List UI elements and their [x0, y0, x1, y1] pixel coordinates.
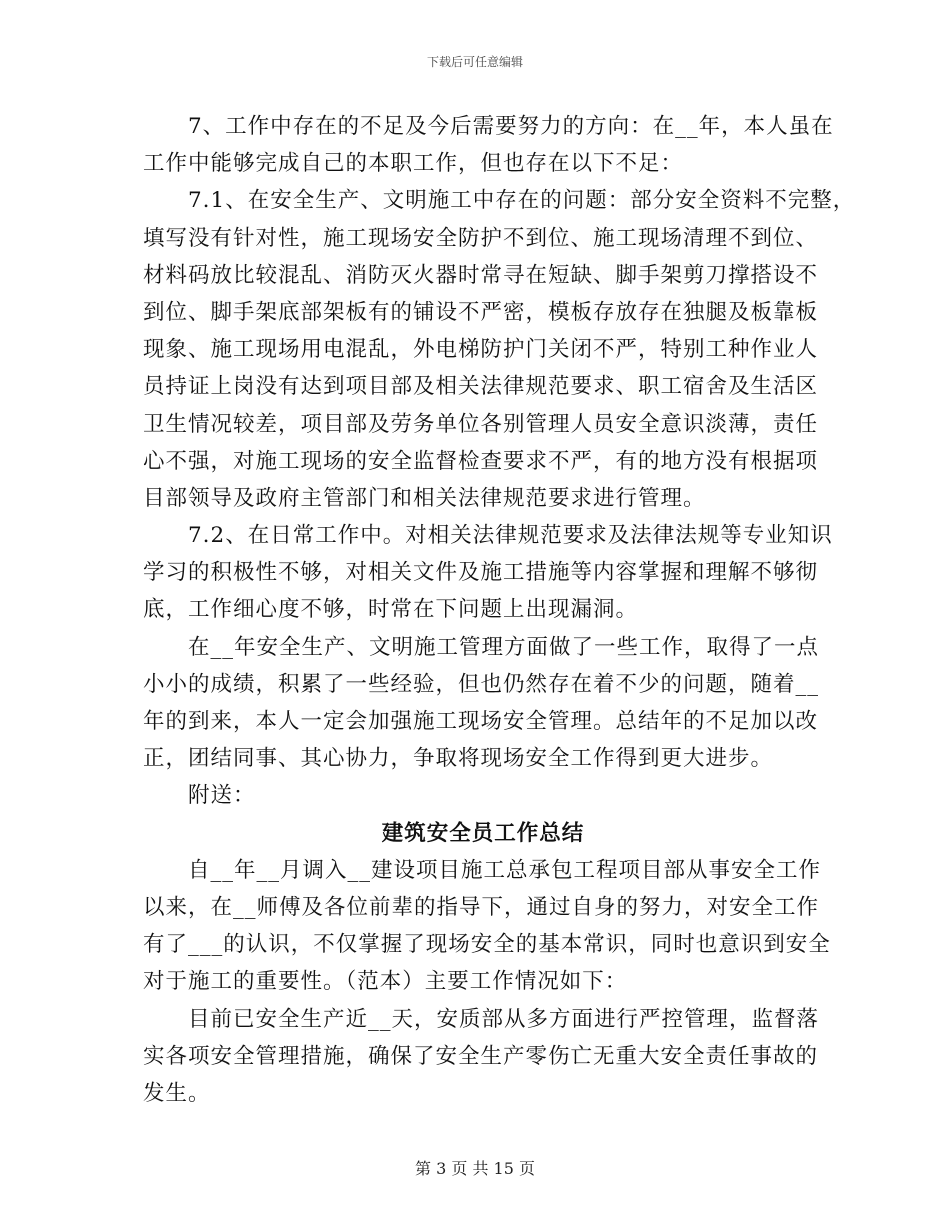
text-line: 对于施工的重要性。（范本）主要工作情况如下： [143, 969, 628, 995]
text-line: 心不强，对施工现场的安全监督检查要求不严，有的地方没有根据项 [143, 448, 819, 474]
text-line: 底，工作细心度不够，时常在下问题上出现漏洞。 [143, 597, 639, 623]
text-line: 7.2、在日常工作中。对相关法律规范要求及法律法规等专业知识 [143, 523, 833, 549]
section-title: 建筑安全员工作总结 [381, 820, 585, 846]
text-line: 以来，在__师傅及各位前辈的指导下，通过自身的努力，对安全工作 [143, 894, 820, 920]
text-line: 目前已安全生产近__天，安质部从多方面进行严控管理，监督落 [143, 1006, 820, 1032]
text-line: 附送： [143, 783, 256, 809]
text-line: 学习的积极性不够，对相关文件及施工措施等内容掌握和理解不够彻 [143, 560, 819, 586]
text-line: 7、工作中存在的不足及今后需要努力的方向：在__年，本人虽在 [143, 114, 834, 139]
text-line: 现象、施工现场用电混乱，外电梯防护门关闭不严，特别工种作业人 [143, 337, 819, 363]
text-line: 7.1、在安全生产、文明施工中存在的问题：部分安全资料不完整， [143, 188, 856, 214]
text-line: 到位、脚手架底部架板有的铺设不严密，模板存放存在独腿及板靠板 [143, 299, 819, 325]
text-line: 小小的成绩，积累了一些经验，但也仍然存在着不少的问题，随着__ [143, 671, 820, 697]
text-line: 年的到来，本人一定会加强施工现场安全管理。总结年的不足加以改 [143, 709, 819, 734]
text-line: 员持证上岗没有达到项目部及相关法律规范要求、职工宿舍及生活区 [143, 374, 819, 400]
text-line: 正，团结同事、其心协力，争取将现场安全工作得到更大进步。 [143, 746, 774, 772]
text-line: 填写没有针对性，施工现场安全防护不到位、施工现场清理不到位、 [143, 225, 819, 251]
text-line: 目部领导及政府主管部门和相关法律规范要求进行管理。 [143, 485, 706, 511]
text-line: 实各项安全管理措施，确保了安全生产零伤亡无重大安全责任事故的 [143, 1043, 819, 1069]
document-body [143, 108, 856, 1112]
text-line: 在__年安全生产、文明施工管理方面做了一些工作，取得了一点 [143, 634, 820, 660]
text-line: 有了___的认识，不仅掌握了现场安全的基本常识，同时也意识到安全 [143, 932, 831, 958]
text-line: 工作中能够完成自己的本职工作，但也存在以下不足： [143, 151, 684, 177]
text-line: 发生。 [143, 1080, 211, 1106]
text-line: 材料码放比较混乱、消防灭火器时常寻在短缺、脚手架剪刀撑搭设不 [143, 262, 819, 288]
text-line: 卫生情况较差，项目部及劳务单位各别管理人员安全意识淡薄，责任 [143, 411, 819, 437]
page-header: 下载后可任意编辑 [426, 55, 523, 69]
page-footer: 第 3 页 共 15 页 [415, 1159, 535, 1178]
text-line: 自__年__月调入__建设项目施工总承包工程项目部从事安全工作 [143, 857, 822, 883]
